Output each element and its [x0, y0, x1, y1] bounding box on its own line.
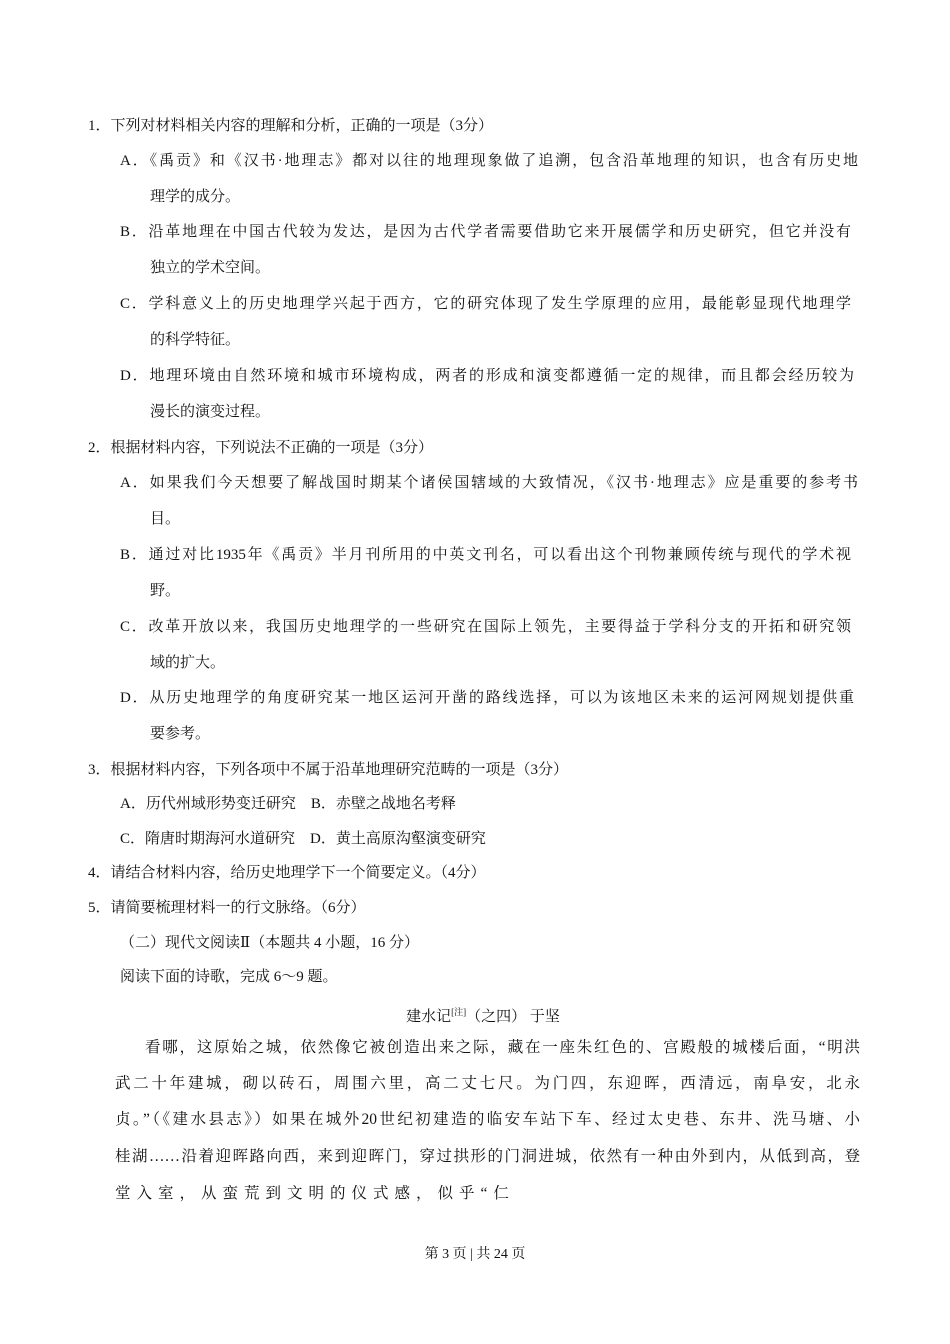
question-1-option-b-cont: 独立的学术空间。	[150, 260, 271, 276]
question-4: 4．请结合材料内容，给历史地理学下一个简要定义。（4分）	[88, 865, 486, 881]
poem-subtitle: （之四） 于坚	[466, 1009, 560, 1025]
question-2-stem: 2．根据材料内容，下列说法不正确的一项是（3分）	[88, 440, 434, 456]
question-1-option-d-cont: 漫长的演变过程。	[150, 404, 271, 420]
question-3-options-ab: A．历代州域形势变迁研究 B．赤壁之战地名考释	[120, 796, 456, 812]
section-heading: （二）现代文阅读Ⅱ（本题共 4 小题，16 分）	[120, 935, 419, 951]
question-2-option-c-cont: 域的扩大。	[150, 655, 226, 671]
poem-note-marker: [注]	[451, 1007, 467, 1017]
reading-instruction: 阅读下面的诗歌，完成 6～9 题。	[120, 969, 338, 985]
poem-title	[0, 1002, 950, 1027]
question-2-option-b-cont: 野。	[150, 583, 181, 599]
question-2-option-d-cont: 要参考。	[150, 726, 211, 742]
question-1-option-a-cont: 理学的成分。	[150, 189, 241, 205]
poem-title-main: 建水记	[406, 1009, 452, 1025]
question-2-option-a-cont: 目。	[150, 511, 181, 527]
question-1-option-b: B．沿革地理在中国古代较为发达，是因为古代学者需要借助它来开展儒学和历史研究，但它并没有	[120, 224, 851, 240]
question-1-option-c: C．学科意义上的历史地理学兴起于西方，它的研究体现了发生学原理的应用，最能彰显现代地理学	[120, 296, 851, 312]
question-1-stem: 1．下列对材料相关内容的理解和分析，正确的一项是（3分）	[88, 118, 494, 134]
question-1-option-a: A．《禹贡》和《汉书·地理志》都对以往的地理现象做了追溯，包含沿革地理的知识，也含有历史地	[120, 153, 858, 169]
question-5: 5．请简要梳理材料一的行文脉络。（6分）	[88, 900, 366, 916]
question-2-option-d: D．从历史地理学的角度研究某一地区运河开凿的路线选择，可以为该地区未来的运河网规划提供重	[120, 690, 854, 706]
page-footer: 第 3 页 | 共 24 页	[424, 1247, 526, 1262]
question-3-options-cd: C．隋唐时期海河水道研究 D．黄土高原沟壑演变研究	[120, 831, 486, 847]
question-2-option-c: C．改革开放以来，我国历史地理学的一些研究在国际上领先，主要得益于学科分支的开拓和研究领	[120, 619, 851, 635]
poem-line: 武二十年建城，砌以砖石，周围六里，高二丈七尺。为门四，东迎晖，西清远，南阜安，北永	[115, 1075, 860, 1092]
question-2-option-a: A．如果我们今天想要了解战国时期某个诸侯国辖域的大致情况，《汉书·地理志》应是重要的参考书	[120, 475, 858, 491]
poem-line: 桂湖……沿着迎晖路向西，来到迎晖门，穿过拱形的门洞进城，依然有一种由外到内，从低到高，登	[115, 1148, 860, 1165]
question-1-option-c-cont: 的科学特征。	[150, 332, 241, 348]
poem-line: 贞。”（《建水县志》）如果在城外20世纪初建造的临安车站下车、经过太史巷、东井、洗马塘、小	[115, 1111, 860, 1128]
poem-line: 堂入室，从蛮荒到文明的仪式感，似乎“仁	[115, 1185, 515, 1202]
question-3-stem: 3．根据材料内容，下列各项中不属于沿革地理研究范畴的一项是（3分）	[88, 762, 569, 778]
question-1-option-d: D．地理环境由自然环境和城市环境构成，两者的形成和演变都遵循一定的规律，而且都会经历较为	[120, 368, 854, 384]
question-2-option-b: B．通过对比1935年《禹贡》半月刊所用的中英文刊名，可以看出这个刊物兼顾传统与现代的学术视	[120, 547, 851, 563]
poem-line: 看哪，这原始之城，依然像它被创造出来之际，藏在一座朱红色的、宫殿般的城楼后面，“明洪	[145, 1039, 860, 1056]
